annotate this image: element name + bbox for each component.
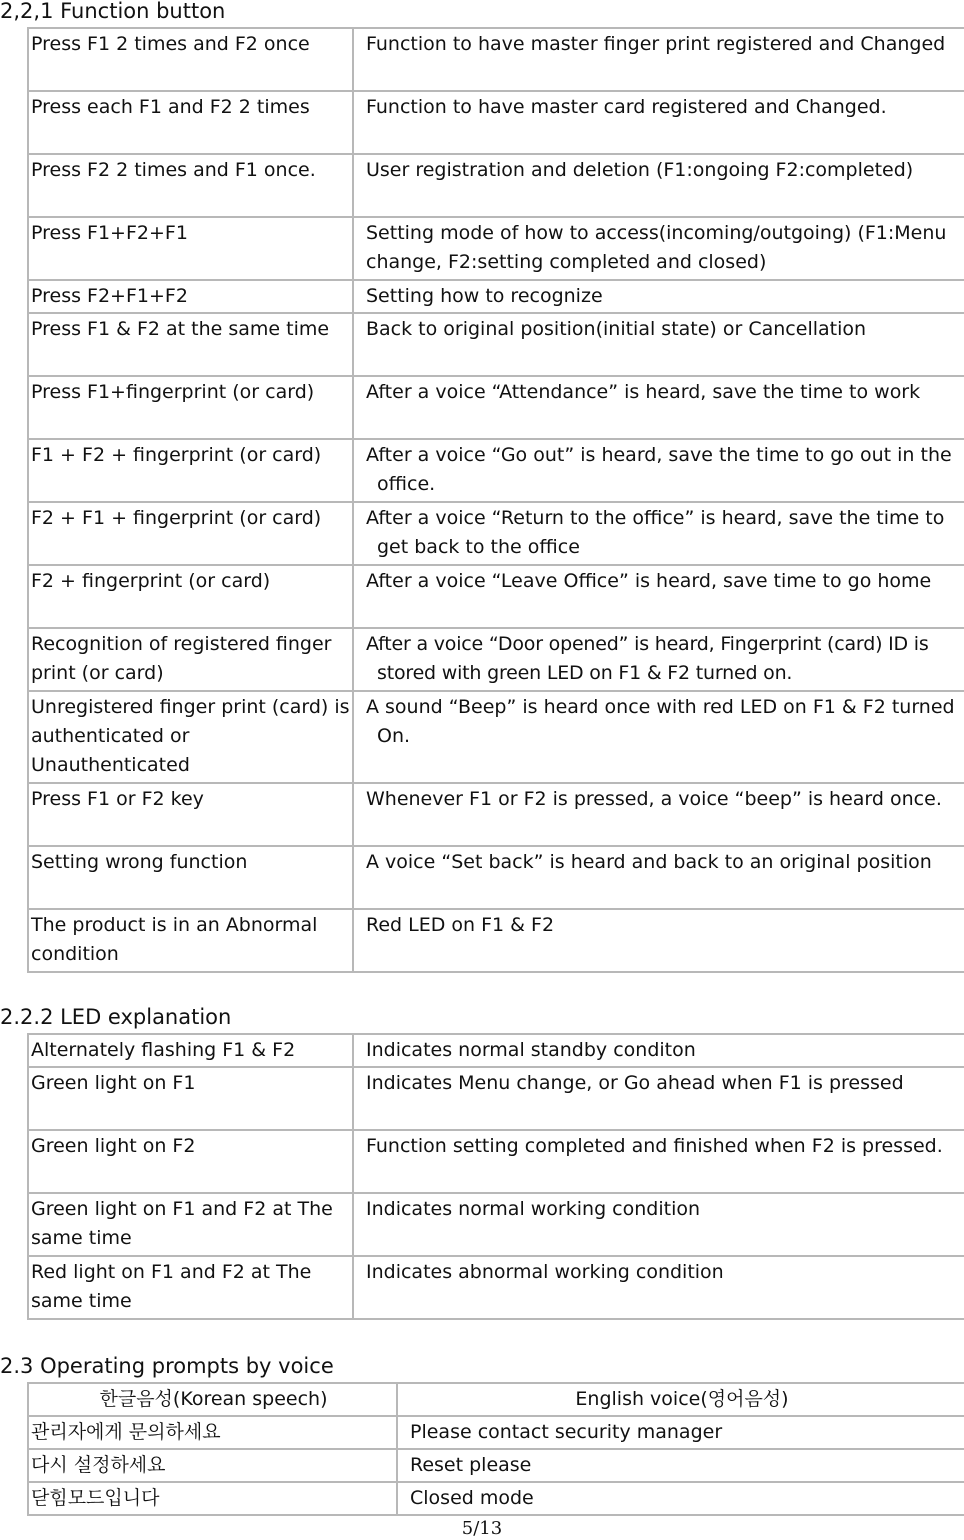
led-meaning-cell: Indicates abnormal working condition [353, 1256, 964, 1319]
table-row [28, 1256, 964, 1319]
led-state-cell: Red light on F1 and F2 at The same time [28, 1256, 353, 1319]
korean-prompt-cell: 관리자에게 문의하세요 [28, 1416, 397, 1449]
action-cell: Press F2+F1+F2 [28, 280, 353, 313]
description-cell: Red LED on F1 & F2 [353, 909, 964, 972]
led-state-cell: Green light on F1 [28, 1067, 353, 1130]
action-cell: Recognition of registered finger print (or card) [28, 628, 353, 691]
table-row [28, 783, 964, 846]
table-row [28, 1193, 964, 1256]
description-cell: Back to original position(initial state) or Cancellation [353, 313, 964, 376]
description-cell: After a voice “Leave Office” is heard, save time to go home [353, 565, 964, 628]
description-cell: Function to have master finger print registered and Changed [353, 28, 964, 91]
action-cell: Press F1 or F2 key [28, 783, 353, 846]
led-state-cell: Alternately flashing F1 & F2 [28, 1034, 353, 1067]
english-prompt-cell: Closed mode [397, 1482, 964, 1515]
table-row [28, 217, 964, 280]
action-cell: Press F1+F2+F1 [28, 217, 353, 280]
section-heading-voice-prompts: 2.3 Operating prompts by voice [0, 1354, 334, 1378]
description-cell: User registration and deletion (F1:ongoing F2:completed) [353, 154, 964, 217]
action-cell: F2 + fingerprint (or card) [28, 565, 353, 628]
table-row [28, 1449, 964, 1482]
action-cell: The product is in an Abnormal condition [28, 909, 353, 972]
led-state-cell: Green light on F1 and F2 at The same time [28, 1193, 353, 1256]
table-row [28, 154, 964, 217]
table-row [28, 909, 964, 972]
page-number: 5/13 [461, 1518, 503, 1539]
function-button-table [27, 27, 964, 973]
action-cell: Unregistered finger print (card) is authenticated or Unauthenticated [28, 691, 353, 783]
led-meaning-cell: Function setting completed and finished when F2 is pressed. [353, 1130, 964, 1193]
korean-prompt-cell: 다시 설정하세요 [28, 1449, 397, 1482]
section-heading-led-explanation: 2.2.2 LED explanation [0, 1005, 232, 1029]
led-meaning-cell: Indicates Menu change, or Go ahead when F1 is pressed [353, 1067, 964, 1130]
section-heading-function-button: 2,2,1 Function button [0, 0, 226, 23]
action-cell: Press F1 2 times and F2 once [28, 28, 353, 91]
action-cell: Press each F1 and F2 2 times [28, 91, 353, 154]
table-row [28, 1130, 964, 1193]
table-row [28, 28, 964, 91]
english-prompt-cell: Reset please [397, 1449, 964, 1482]
table-row [28, 846, 964, 909]
table-row [28, 565, 964, 628]
table-row [28, 628, 964, 691]
table-row [28, 280, 964, 313]
korean-prompt-cell: 닫힘모드입니다 [28, 1482, 397, 1515]
korean-speech-header: 한글음성(Korean speech) [28, 1383, 397, 1416]
table-row [28, 91, 964, 154]
description-cell: After a voice “Attendance” is heard, save the time to work [353, 376, 964, 439]
table-row [28, 1067, 964, 1130]
action-cell: F1 + F2 + fingerprint (or card) [28, 439, 353, 502]
table-row [28, 1034, 964, 1067]
english-voice-header: English voice(영어음성) [397, 1383, 964, 1416]
description-cell: After a voice “Return to the office” is heard, save the time to get back to the office [353, 502, 964, 565]
english-prompt-cell: Please contact security manager [397, 1416, 964, 1449]
table-row [28, 376, 964, 439]
led-explanation-table [27, 1033, 964, 1320]
led-meaning-cell: Indicates normal standby conditon [353, 1034, 964, 1067]
action-cell: Press F2 2 times and F1 once. [28, 154, 353, 217]
led-meaning-cell: Indicates normal working condition [353, 1193, 964, 1256]
table-row [28, 313, 964, 376]
description-cell: A voice “Set back” is heard and back to an original position [353, 846, 964, 909]
description-cell: A sound “Beep” is heard once with red LED on F1 & F2 turned On. [353, 691, 964, 783]
description-cell: After a voice “Door opened” is heard, Fingerprint (card) ID is stored with green LED on F1 & F2 turned on. [353, 628, 964, 691]
led-state-cell: Green light on F2 [28, 1130, 353, 1193]
description-cell: Function to have master card registered and Changed. [353, 91, 964, 154]
description-cell: Setting mode of how to access(incoming/outgoing) (F1:Menu change, F2:setting completed and closed) [353, 217, 964, 280]
table-header-row [28, 1383, 964, 1416]
action-cell: Press F1+fingerprint (or card) [28, 376, 353, 439]
description-cell: Setting how to recognize [353, 280, 964, 313]
action-cell: Press F1 & F2 at the same time [28, 313, 353, 376]
table-row [28, 439, 964, 502]
action-cell: Setting wrong function [28, 846, 353, 909]
voice-prompts-table [27, 1382, 964, 1516]
table-row [28, 502, 964, 565]
description-cell: Whenever F1 or F2 is pressed, a voice “beep” is heard once. [353, 783, 964, 846]
table-row [28, 1482, 964, 1515]
table-row [28, 691, 964, 783]
description-cell: After a voice “Go out” is heard, save the time to go out in the office. [353, 439, 964, 502]
table-row [28, 1416, 964, 1449]
action-cell: F2 + F1 + fingerprint (or card) [28, 502, 353, 565]
